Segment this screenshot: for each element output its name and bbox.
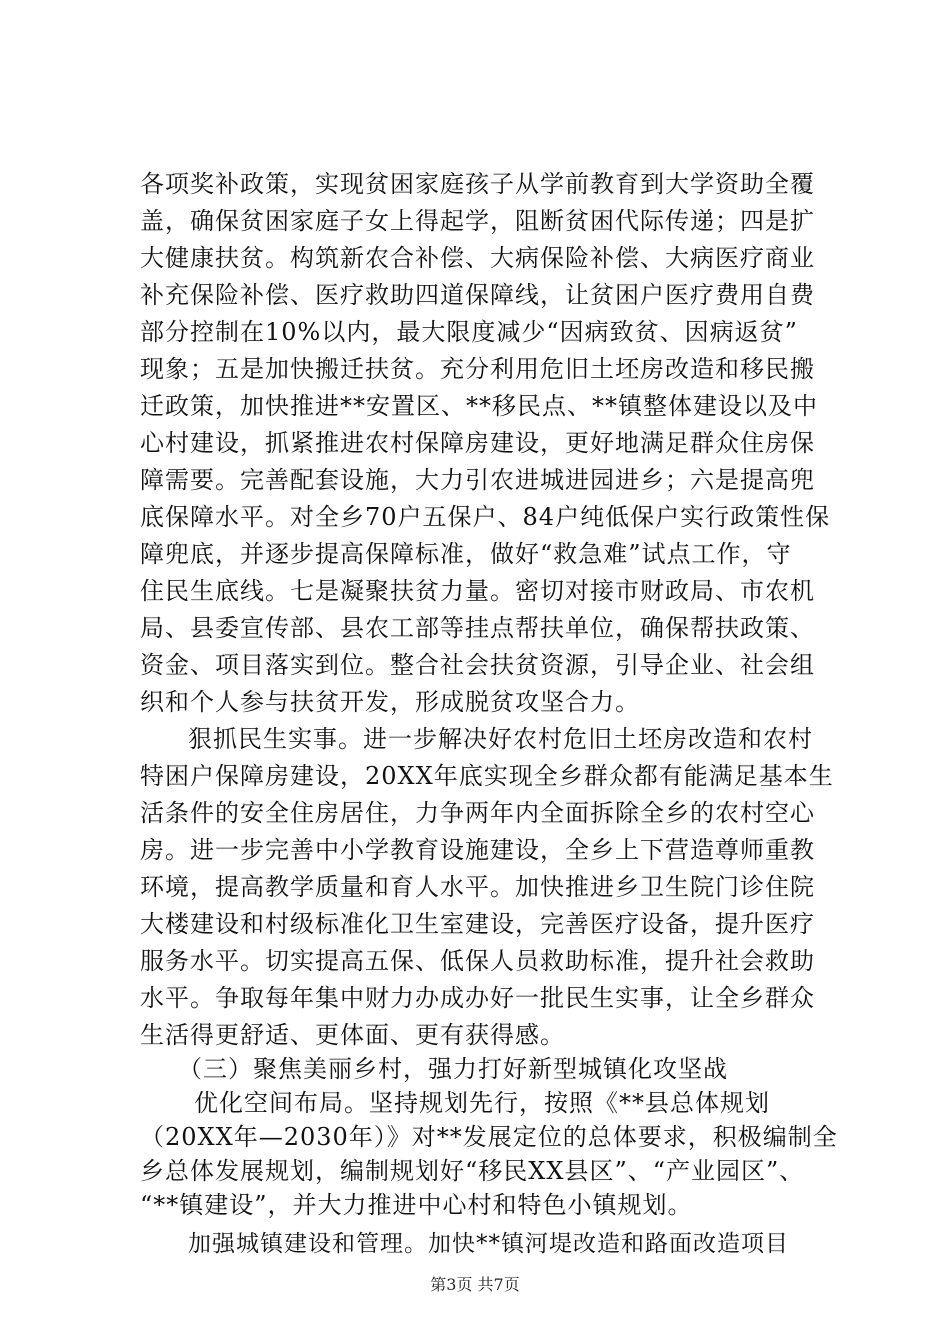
text-line: 盖，确保贫困家庭子女上得起学，阻断贫困代际传递；四是扩 xyxy=(140,207,815,235)
text-line: 生活得更舒适、更体面、更有获得感。 xyxy=(140,1021,565,1049)
text-line: 局、县委宣传部、县农工部等挂点帮扶单位，确保帮扶政策、 xyxy=(140,614,815,642)
text-line: 环境，提高教学质量和育人水平。加快推进乡卫生院门诊住院 xyxy=(140,873,815,901)
text-line: 服务水平。切实提高五保、低保人员救助标准，提升社会救助 xyxy=(140,947,815,975)
text-line: 织和个人参与扶贫开发，形成脱贫攻坚合力。 xyxy=(140,688,640,716)
text-line: 住民生底线。七是凝聚扶贫力量。密切对接市财政局、市农机 xyxy=(140,577,815,605)
text-line: 特困户保障房建设，20XX年底实现全乡群众都有能满足基本生 xyxy=(140,762,834,790)
text-line: 底保障水平。对全乡70户五保户、84户纯低保户实行政策性保 xyxy=(140,503,831,531)
text-line: 大健康扶贫。构筑新农合补偿、大病保险补偿、大病医疗商业 xyxy=(140,244,815,272)
text-line: 水平。争取每年集中财力办成办好一批民生实事，让全乡群众 xyxy=(140,984,815,1012)
page-number: 第3页 共7页 xyxy=(430,1275,520,1294)
paragraph-first-line: 优化空间布局。坚持规划先行，按照《**县总体规划 xyxy=(194,1089,770,1117)
section-heading: （三）聚焦美丽乡村，强力打好新型城镇化攻坚战 xyxy=(178,1055,728,1083)
text-line: “**镇建设”，并大力推进中心村和特色小镇规划。 xyxy=(140,1191,693,1219)
text-line: 乡总体发展规划，编制规划好“移民XX县区”、“产业园区”、 xyxy=(140,1157,805,1185)
text-line: 心村建设，抓紧推进农村保障房建设，更好地满足群众住房保 xyxy=(140,429,815,457)
text-line: 障兜底，并逐步提高保障标准，做好“救急难”试点工作，守 xyxy=(140,540,792,568)
text-line: 补充保险补偿、医疗救助四道保障线，让贫困户医疗费用自费 xyxy=(140,281,815,309)
text-line: 资金、项目落实到位。整合社会扶贫资源，引导企业、社会组 xyxy=(140,651,815,679)
text-line: 大楼建设和村级标准化卫生室建设，完善医疗设备，提升医疗 xyxy=(140,910,815,938)
text-line: 各项奖补政策，实现贫困家庭孩子从学前教育到大学资助全覆 xyxy=(140,170,815,198)
text-line: 迁政策，加快推进**安置区、**移民点、**镇整体建设以及中 xyxy=(140,392,818,420)
text-line: 障需要。完善配套设施，大力引农进城进园进乡；六是提高兜 xyxy=(140,466,815,494)
paragraph-first-line: 狠抓民生实事。进一步解决好农村危旧土坯房改造和农村 xyxy=(188,725,813,753)
text-line: 现象；五是加快搬迁扶贫。充分利用危旧土坯房改造和移民搬 xyxy=(140,355,815,383)
text-line: 部分控制在10%以内，最大限度减少“因病致贫、因病返贫” xyxy=(140,318,798,346)
paragraph-first-line: 加强城镇建设和管理。加快**镇河堤改造和路面改造项目 xyxy=(188,1231,789,1257)
text-line: 活条件的安全住房居住，力争两年内全面拆除全乡的农村空心 xyxy=(140,799,815,827)
text-line: （20XX年—2030年）》对**发展定位的总体要求，积极编制全 xyxy=(140,1123,838,1151)
text-line: 房。进一步完善中小学教育设施建设，全乡上下营造尊师重教 xyxy=(140,836,815,864)
